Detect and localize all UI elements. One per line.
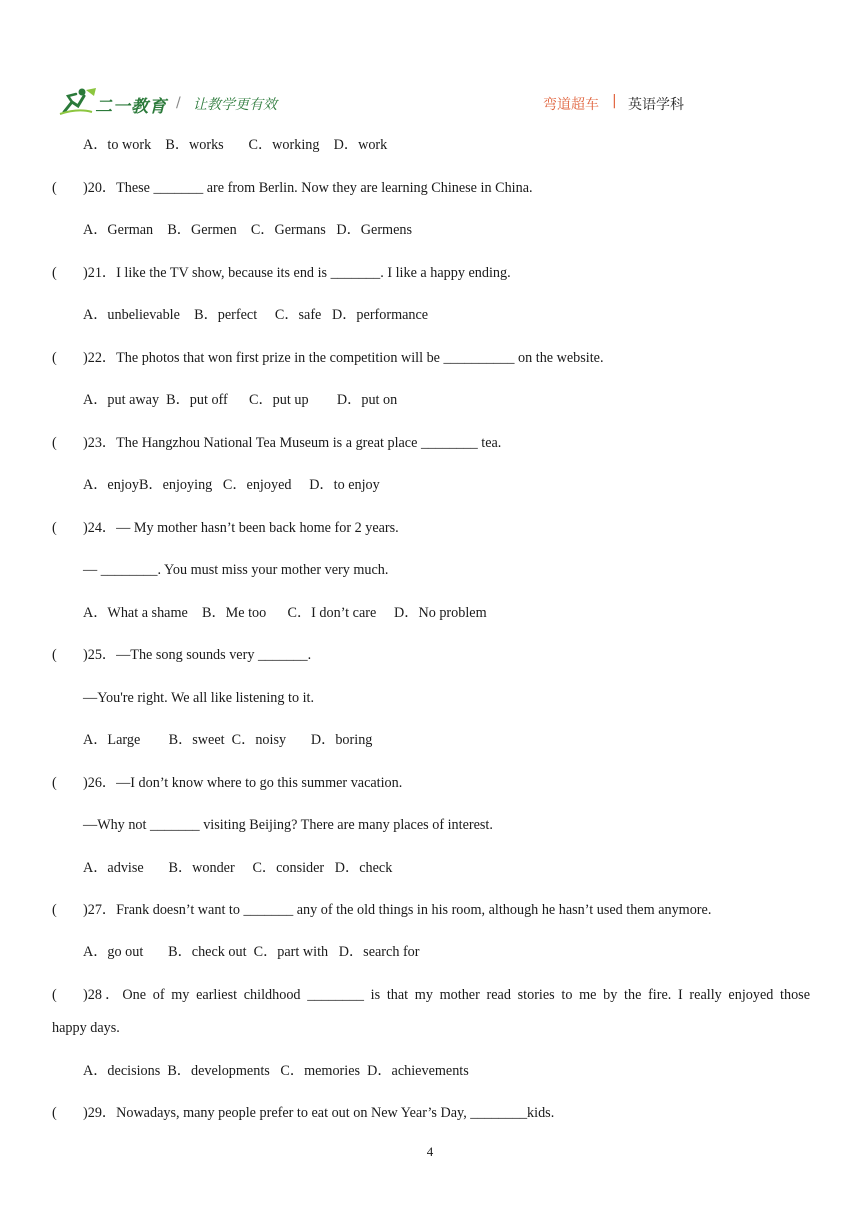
answer-paren: (	[52, 520, 57, 536]
page-header	[0, 0, 860, 130]
question-29: )29．Nowadays, many people prefer to eat out on New Year’s Day, ________kids.	[83, 1105, 555, 1121]
answer-paren: (	[52, 647, 57, 663]
question-stem: )25．—The song sounds very _______.	[83, 647, 312, 663]
question-28-line1: )28．One of my earliest childhood ________ is that my mother read stories to me by the fire. I really enjoyed those	[83, 987, 810, 1003]
question-line: A．to work B．works C．working D．work	[83, 137, 388, 153]
answer-paren: (	[52, 435, 57, 451]
header-separator: |	[612, 93, 617, 109]
answer-paren: (	[52, 180, 57, 196]
question-line: —Why not _______ visiting Beijing? There are many places of interest.	[83, 817, 493, 833]
question-stem: )22．The photos that won first prize in the competition will be __________ on the website.	[83, 350, 604, 366]
question-stem: )23．The Hangzhou National Tea Museum is a great place ________ tea.	[83, 435, 502, 451]
slogan: 让教学更有效	[193, 97, 277, 113]
question-line: A．go out B．check out C．part with D．search for	[83, 944, 420, 960]
answer-paren: (	[52, 775, 57, 791]
logo-text: 二一教育	[95, 97, 167, 117]
question-line: A．unbelievable B．perfect C．safe D．performance	[83, 307, 429, 323]
question-line: A．Large B．sweet C．noisy D．boring	[83, 732, 373, 748]
page-number: 4	[426, 1144, 434, 1159]
answer-paren: (	[52, 902, 57, 918]
question-stem: )27．Frank doesn’t want to _______ any of the old things in his room, although he hasn’t used them anymore.	[83, 902, 712, 918]
answer-paren: (	[52, 350, 57, 366]
question-line: A．German B．Germen C．Germans D．Germens	[83, 222, 413, 238]
answer-paren: (	[52, 1105, 57, 1121]
question-stem: )26．—I don’t know where to go this summer vacation.	[83, 775, 403, 791]
question-line: A．What a shame B．Me too C．I don’t care D．No problem	[83, 605, 487, 621]
question-28-options: A．decisions B．developments C．memories D．achievements	[83, 1063, 469, 1079]
question-line: —You're right. We all like listening to it.	[83, 690, 315, 706]
question-28-line2: happy days.	[52, 1020, 120, 1036]
header-slash: /	[176, 95, 181, 111]
question-stem: )20．These _______ are from Berlin. Now they are learning Chinese in China.	[83, 180, 533, 196]
question-stem: )24．— My mother hasn’t been back home for 2 years.	[83, 520, 399, 536]
subject-label: 英语学科	[628, 97, 684, 113]
question-line: A．enjoyB．enjoying C．enjoyed D．to enjoy	[83, 477, 380, 493]
question-line: A．put away B．put off C．put up D．put on	[83, 392, 398, 408]
answer-paren: (	[52, 265, 57, 281]
answer-paren: (	[52, 987, 57, 1003]
question-stem: )21．I like the TV show, because its end is _______. I like a happy ending.	[83, 265, 511, 281]
question-line: A．advise B．wonder C．consider D．check	[83, 860, 393, 876]
brand-tagline: 弯道超车	[543, 97, 599, 113]
question-line: — ________. You must miss your mother very much.	[83, 562, 389, 578]
